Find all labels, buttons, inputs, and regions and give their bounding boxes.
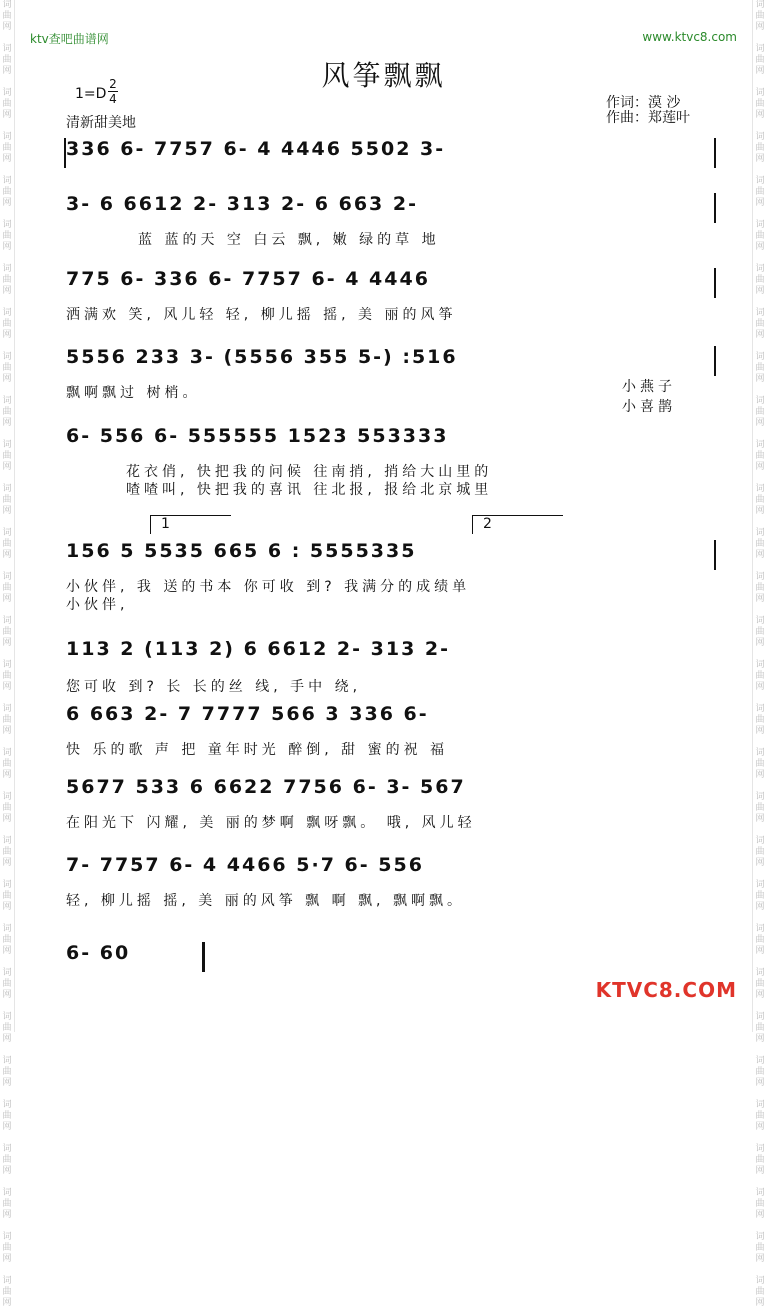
brand-logo: KTVC8.COM — [595, 978, 737, 1002]
notes-line: 5556 233 3- (5556 355 5-) :516 — [66, 346, 458, 368]
lyrics-line: 在阳光下 闪耀, 美 丽的梦啊 飘呀飘。 哦, 风儿轻 — [66, 815, 476, 831]
lyrics-line: 轻, 柳儿摇 摇, 美 丽的风筝 飘 啊 飘, 飘啊飘。 — [66, 893, 465, 909]
lyrics-right-verse2: 小喜鹊 — [622, 399, 676, 415]
volta-bracket-1: 1 — [150, 515, 231, 534]
lyrics-line: 洒满欢 笑, 风儿轻 轻, 柳儿摇 摇, 美 丽的风筝 — [66, 307, 457, 323]
barline — [714, 540, 716, 570]
lyrics-line: 蓝 蓝的天 空 白云 飘, 嫩 绿的草 地 — [138, 232, 440, 248]
lyrics-right-verse1: 小燕子 — [622, 379, 676, 395]
song-title: 风筝飘飘 — [321, 59, 446, 92]
expression-mark: 清新甜美地 — [66, 115, 136, 131]
lyrics-line: 您可收 到? 长 长的丝 线, 手中 绕, — [66, 679, 362, 695]
notes-line: 6- 60 — [66, 942, 131, 964]
site-watermark-right: www.ktvc8.com — [642, 30, 737, 44]
barline — [714, 193, 716, 223]
lyricist-credit: 作词：漠 沙 — [606, 95, 681, 111]
side-watermark-right: 词曲网 词曲网 词曲网 词曲网 词曲网 词曲网 词曲网 词曲网 词曲网 词曲网 词曲网 词曲网 词曲网 词曲网 词曲网 词曲网 词曲网 词曲网 词曲网 词曲网 词曲网 词曲网 词曲网 词曲网 词曲网 词曲网 词曲网 词曲网 词曲网 词曲网 — [752, 0, 767, 1032]
composer-credit: 作曲：郑莲叶 — [606, 110, 690, 126]
barline — [714, 268, 716, 298]
notes-line: 6 663 2- 7 7777 566 3 336 6- — [66, 703, 429, 725]
time-signature-top: 2 — [109, 77, 117, 91]
lyrics-line: 小伙伴, 我 送的书本 你可收 到? 我满分的成绩单 — [66, 579, 471, 595]
time-signature-bottom: 4 — [109, 92, 117, 106]
notes-line: 156 5 5535 665 6 : 5555335 — [66, 540, 417, 562]
notes-line: 6- 556 6- 555555 1523 553333 — [66, 425, 449, 447]
final-barline — [202, 942, 205, 972]
notes-line: 3- 6 6612 2- 313 2- 6 663 2- — [66, 193, 418, 215]
lyrics-line: 快 乐的歌 声 把 童年时光 醉倒, 甜 蜜的祝 福 — [66, 742, 449, 758]
side-watermark-left: 词曲网 词曲网 词曲网 词曲网 词曲网 词曲网 词曲网 词曲网 词曲网 词曲网 词曲网 词曲网 词曲网 词曲网 词曲网 词曲网 词曲网 词曲网 词曲网 词曲网 词曲网 词曲网 词曲网 词曲网 词曲网 词曲网 词曲网 词曲网 词曲网 词曲网 — [0, 0, 15, 1032]
lyrics-line-verse2: 喳喳叫, 快把我的喜讯 往北报, 报给北京城里 — [126, 482, 493, 498]
volta-bracket-2: 2 — [472, 515, 563, 534]
site-watermark-left: ktv查吧曲谱网 — [30, 32, 109, 46]
notes-line: 336 6- 7757 6- 4 4446 5502 3- — [66, 138, 446, 160]
lyrics-line: 花衣俏, 快把我的问候 往南捎, 捎给大山里的 — [126, 464, 493, 480]
notes-line: 113 2 (113 2) 6 6612 2- 313 2- — [66, 638, 451, 660]
time-signature — [108, 78, 118, 105]
notes-line: 7- 7757 6- 4 4466 5·7 6- 556 — [66, 854, 424, 876]
lyrics-line-verse2: 小伙伴, — [66, 597, 129, 613]
notes-line: 775 6- 336 6- 7757 6- 4 4446 — [66, 268, 430, 290]
lyrics-line: 飘啊飘过 树梢。 — [66, 385, 201, 401]
notes-line: 5677 533 6 6622 7756 6- 3- 567 — [66, 776, 466, 798]
barline — [714, 346, 716, 376]
barline — [714, 138, 716, 168]
key-signature: 1=D — [75, 86, 107, 102]
